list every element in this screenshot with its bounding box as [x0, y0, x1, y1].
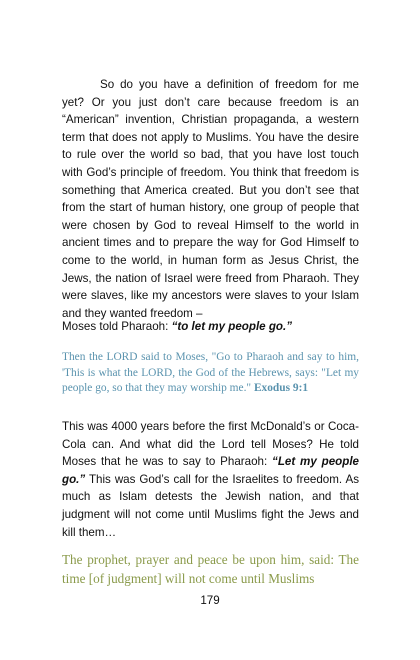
quote-let-my-people-go-2: “Let my people go.” [62, 455, 360, 486]
paragraph-freedom-definition: So do you have a definition of freedom for me yet? Or you just don’t care because freedom is an “American” invention, Christian propaganda, a western term that does not apply to Muslims. You have the desire to rule over the world so bad, that you have lost touch with God’s principle of freedom. You think that freedom is something that America created. But you don’t see that from the start of human history, one group of people that were chosen by God to reveal Himself to the world in ancient times and to prepare the way for God Himself to come to the world, in human form as Jesus Christ, the Jews, the nation of Israel were freed from Pharaoh. They were slaves, like my ancestors were slaves to your Islam and they wanted freedom – [62, 78, 359, 320]
paragraph-4000-years [62, 418, 359, 541]
quote-let-my-people-go: “to let my people go.” [171, 320, 293, 333]
hadith-quote: The prophet, prayer and peace be upon him, said: The time [of judgment] will not come until Muslims [62, 552, 359, 586]
scripture-reference: Exodus 9:1 [253, 382, 309, 395]
scripture-quote [62, 350, 359, 397]
paragraph-lead-text: Moses told Pharaoh: [62, 320, 172, 333]
scripture-text: Then the LORD said to Moses, "Go to Pharaoh and say to him, 'This is what the LORD, the God of the Hebrews, says: "Let my people go, so that they may worship me." [62, 351, 359, 395]
paragraph-moses-told-pharaoh [62, 318, 359, 336]
paragraph-3-part-1: This was 4000 years before the first McDonald’s or Coca-Cola can. And what did the Lord tell Moses? He told Moses that he was to say to Pharaoh: [62, 420, 359, 469]
page-number: 179 [200, 594, 220, 607]
paragraph-3-part-2: This was God’s call for the Israelites to freedom. As much as Islam detests the Jewish nation, and that judgment will not come until Muslims fight the Jews and kill them… [62, 472, 359, 539]
